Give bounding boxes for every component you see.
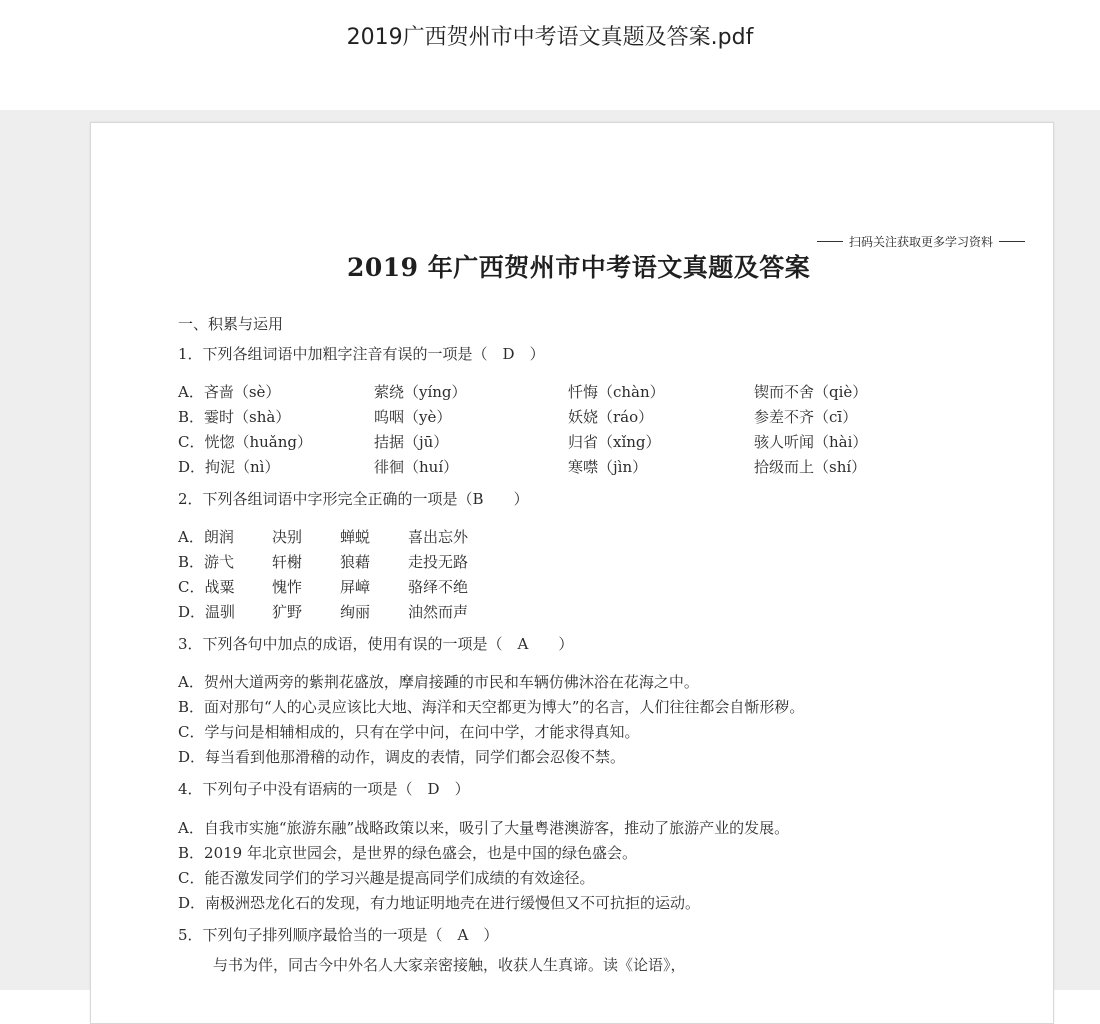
q2-option-cell: 轩榭 [272,553,303,571]
q1-option-cell: B．霎时（shà） [178,408,291,426]
q1-option-cell: 寒噤（jìn） [568,458,648,476]
q1-option-cell: 参差不齐（cī） [754,408,858,426]
promo-dash-left [817,241,843,242]
q2-option-cell: 决别 [272,528,303,546]
q2-option-cell: 油然而声 [408,603,469,621]
q3-option: C．学与问是相辅相成的，只有在学中问，在问中学，才能求得真知。 [178,723,640,741]
q1-option-cell: D．拘泥（nì） [178,458,280,476]
q1-option-cell: 拮据（jū） [374,433,449,451]
q1-option-cell: 萦绕（yíng） [374,383,467,401]
q1-option-cell: 妖娆（ráo） [568,408,654,426]
q2-option-cell: 犷野 [272,603,303,621]
q1-option-cell: 忏悔（chàn） [568,383,665,401]
q1-option-cell: A．吝啬（sè） [178,383,281,401]
q4-option: D．南极洲恐龙化石的发现，有力地证明地壳在进行缓慢但又不可抗拒的运动。 [178,894,701,912]
question-2-stem: 2．下列各组词语中字形完全正确的一项是（B ） [178,490,529,508]
q2-option-cell: C．战粟 [178,578,235,596]
question-4-stem: 4．下列句子中没有语病的一项是（ D ） [178,780,470,798]
q1-option-cell: 归省（xǐng） [568,433,661,451]
document-title: 2019广西贺州市中考语文真题及答案.pdf [346,25,754,50]
page-heading: 2019 年广西贺州市中考语文真题及答案 [347,253,811,282]
q1-option-cell: C．恍惚（huǎng） [178,433,313,451]
q2-option-cell: 愧怍 [272,578,303,596]
promo-text: 扫码关注获取更多学习资料 [848,235,993,249]
question-3-stem: 3．下列各句中加点的成语，使用有误的一项是（ A ） [178,635,574,653]
title-bar [0,0,1100,110]
q2-option-cell: 走投无路 [408,553,469,571]
q1-option-cell: 骇人听闻（hài） [754,433,868,451]
q2-option-cell: 蝉蜕 [340,528,371,546]
q1-option-cell: 呜咽（yè） [374,408,452,426]
q3-option: A．贺州大道两旁的紫荆花盛放，摩肩接踵的市民和车辆仿佛沐浴在花海之中。 [178,673,699,691]
q5-passage: 与书为伴，同古今中外名人大家亲密接触，收获人生真谛。读《论语》， [213,956,686,974]
promo-dash-right [999,241,1025,242]
q4-option: B．2019 年北京世园会，是世界的绿色盛会，也是中国的绿色盛会。 [178,844,637,862]
q3-option: D．每当看到他那滑稽的动作，调皮的表情，同学们都会忍俊不禁。 [178,748,626,766]
q4-option: C．能否激发同学们的学习兴趣是提高同学们成绩的有效途径。 [178,869,595,887]
section-heading: 一、积累与运用 [178,315,284,333]
q2-option-cell: D．温驯 [178,603,236,621]
question-1-stem: 1．下列各组词语中加粗字注音有误的一项是（ D ） [178,345,545,363]
q4-option: A．自我市实施“旅游东融”战略政策以来，吸引了大量粤港澳游客，推动了旅游产业的发展。 [178,819,790,837]
promo-banner [817,233,1025,250]
q2-option-cell: 骆绎不绝 [408,578,469,596]
q2-option-cell: 屏嶂 [340,578,371,596]
q2-option-cell: 喜出忘外 [408,528,469,546]
q2-option-cell: A．朗润 [178,528,234,546]
q1-option-cell: 锲而不舍（qiè） [754,383,868,401]
q2-option-cell: 狼藉 [340,553,371,571]
q2-option-cell: B．游弋 [178,553,235,571]
q1-option-cell: 拾级而上（shí） [754,458,867,476]
q2-option-cell: 绚丽 [340,603,371,621]
q3-option: B．面对那句“人的心灵应该比大地、海洋和天空都更为博大”的名言，人们往往都会自惭形秽。 [178,698,805,716]
q1-option-cell: 徘徊（huí） [374,458,459,476]
pdf-page [90,122,1054,1024]
pdf-viewer[interactable] [0,110,1100,990]
question-5-stem: 5．下列句子排列顺序最恰当的一项是（ A ） [178,926,499,944]
